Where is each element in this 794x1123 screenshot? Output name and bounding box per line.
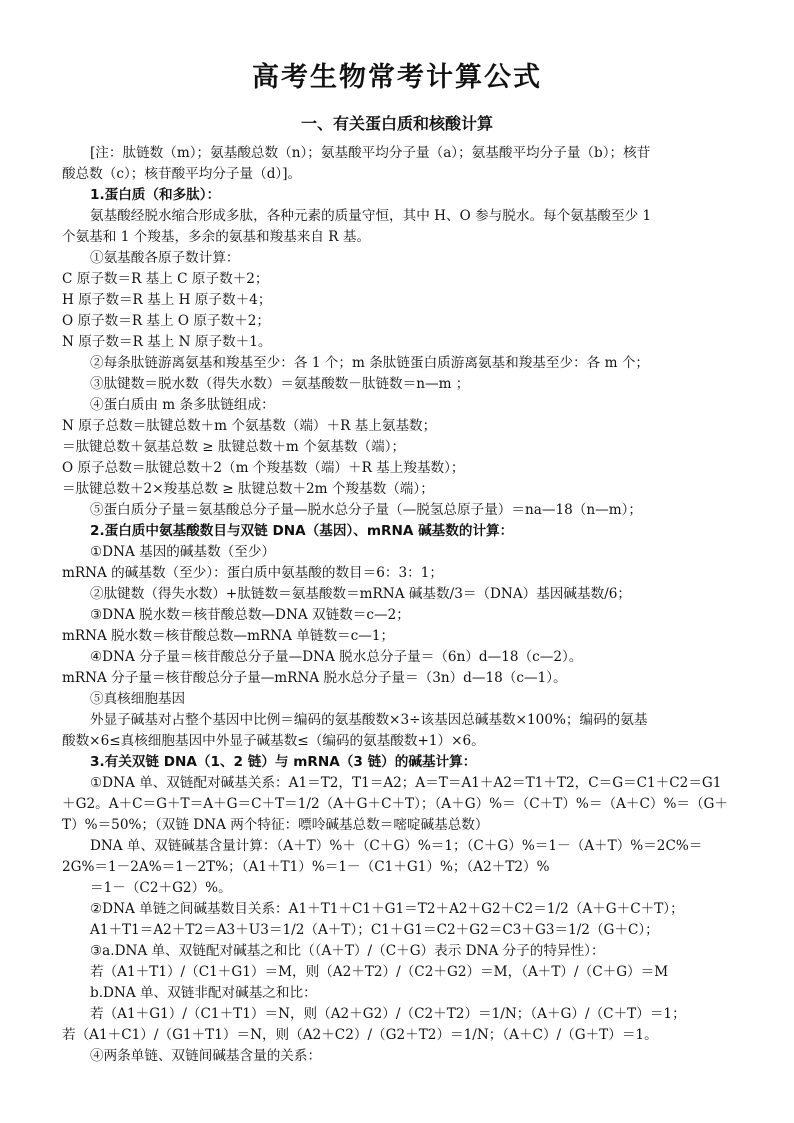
item-line: ②肽键数（得失水数）+肽链数＝氨基酸数＝mRNA 碱基数/3＝（DNA）基因碱基数/6； [90,586,632,602]
item-line: ①氨基酸各原子数计算： [90,250,240,266]
formula-line: H 原子数＝R 基上 H 原子数＋4； [62,292,272,308]
formula-line: N 原子数＝R 基上 N 原子数＋1。 [62,334,272,350]
subsection-heading: 3.有关双链 DNA（1、2 链）与 mRNA（3 链）的碱基计算： [90,754,477,770]
formula-line: 2G%＝1－2A%＝1－2T%；（A1＋T1）%＝1－（C1＋G1）%；（A2＋T2）% [62,859,550,875]
item-line: ①DNA 单、双链配对碱基关系：A1＝T2，T1＝A2；A＝T＝A1＋A2＝T1＋T2，C＝G＝C1＋C2＝G1 [90,775,722,791]
section-heading: 一、有关蛋白质和核酸计算 [300,114,493,133]
formula-line: T）%＝50%；（双链 DNA 两个特征：嘌呤碱基总数＝嘧啶碱基总数） [62,817,489,833]
formula-line: A1＋T1＝A2＋T2＝A3＋U3＝1/2（A＋T）；C1＋G1＝C2＋G2＝C3＋G3＝1/2（G＋C）； [90,922,659,938]
subsection-heading: 2.蛋白质中氨基酸数目与双链 DNA（基因）、mRNA 碱基数的计算： [90,523,514,539]
item-line: ①DNA 基因的碱基数（至少） [90,544,276,560]
page-title: 高考生物常考计算公式 [252,62,542,93]
paragraph-line: 个氨基和 1 个羧基，多余的氨基和羧基来自 R 基。 [62,229,371,245]
formula-line: ＝肽键总数＋氨基总数 ≥ 肽键总数＋m 个氨基数（端）； [62,439,406,455]
formula-line: mRNA 分子量＝核苷酸总分子量—mRNA 脱水总分子量＝（3n）d—18（c—1）。 [62,670,567,686]
item-line: ③肽键数＝脱水数（得失水数）＝氨基酸数－肽链数＝n—m ； [90,376,470,392]
item-line: ②每条肽链游离氨基和羧基至少：各 1 个；m 条肽链蛋白质游离氨基和羧基至少：各 m 个； [90,355,650,371]
formula-line: ＝肽键总数＋2×羧基总数 ≥ 肽键总数＋2m 个羧基数（端）； [62,481,434,497]
item-line: ⑤真核细胞基因 [90,691,186,707]
formula-line: N 原子总数＝肽键总数＋m 个氨基数（端）＋R 基上氨基数； [62,418,437,434]
item-line: ⑤蛋白质分子量＝氨基酸总分子量—脱水总分子量（—脱氢总原子量）＝na—18（n—m）； [90,502,642,518]
item-line: ④两条单链、双链间碱基含量的关系： [90,1048,322,1064]
document-body [62,143,738,1067]
item-line: ③DNA 脱水数＝核苷酸总数—DNA 双链数＝c—2； [90,607,410,623]
formula-line: C 原子数＝R 基上 C 原子数＋2； [62,271,269,287]
paragraph-line: 酸数×6≤真核细胞基因中外显子碱基数≤（编码的氨基酸数+1）×6。 [62,733,485,749]
item-line: ②DNA 单链之间碱基数目关系：A1＋T1＋C1＋G1＝T2＋A2＋G2＋C2＝1/2（A＋G＋C＋T）； [90,901,684,917]
formula-line: O 原子数＝R 基上 O 原子数＋2； [62,313,270,329]
formula-line: mRNA 脱水数＝核苷酸总数—mRNA 单链数＝c—1； [62,628,395,644]
item-line: ④蛋白质由 m 条多肽链组成： [90,397,275,413]
paragraph-line: DNA 单、双链碱基含量计算：（A＋T）%＋（C＋G）%＝1；（C＋G）%＝1－（A＋T）%＝2C%＝ [90,838,703,854]
formula-line: ＝1－（C2＋G2）%。 [90,880,232,896]
formula-line: ＋G2。A＋C＝G＋T＝A＋G＝C＋T＝1/2（A＋G＋C＋T）；（A＋G）%＝（C＋T）%＝（A＋C）%＝（G＋ [62,796,728,812]
item-line: b.DNA 单、双链非配对碱基之和比： [90,985,317,1001]
note-line: [注：肽链数（m）；氨基酸总数（n）；氨基酸平均分子量（a）；氨基酸平均分子量（b）；核苷 [90,145,651,161]
paragraph-line: 外显子碱基对占整个基因中比例＝编码的氨基酸数×3÷该基因总碱基数×100%；编码的氨基 [90,712,648,728]
formula-line: 若（A1＋G1）/（C1＋T1）＝N，则（A2＋G2）/（C2＋T2）＝1/N；（A＋G）/（C＋T）＝1； [90,1006,686,1022]
item-line: ④DNA 分子量＝核苷酸总分子量—DNA 脱水总分子量＝（6n）d—18（c—2）。 [90,649,583,665]
formula-line: mRNA 的碱基数（至少）：蛋白质中氨基酸的数目＝6：3：1； [62,565,443,581]
paragraph-line: 氨基酸经脱水缩合形成多肽，各种元素的质量守恒，其中 H、O 参与脱水。每个氨基酸至少 1 [90,208,652,224]
subsection-heading: 1.蛋白质（和多肽）： [90,187,221,203]
formula-line: 若（A1＋T1）/（C1＋G1）＝M，则（A2＋T2）/（C2＋G2）＝M，（A＋T）/（C＋G）＝M [90,964,669,980]
formula-line: O 原子总数＝肽键总数＋2（m 个羧基数（端）＋R 基上羧基数）； [62,460,465,476]
item-line: ③a.DNA 单、双链配对碱基之和比（（A＋T）/（C＋G）表示 DNA 分子的特异性）： [90,943,605,959]
formula-line: 若（A1＋C1）/（G1＋T1）＝N，则（A2＋C2）/（G2＋T2）＝1/N；（A＋C）/（G＋T）＝1。 [62,1027,658,1043]
note-line: 酸总数（c）；核苷酸平均分子量（d）]。 [62,166,302,182]
